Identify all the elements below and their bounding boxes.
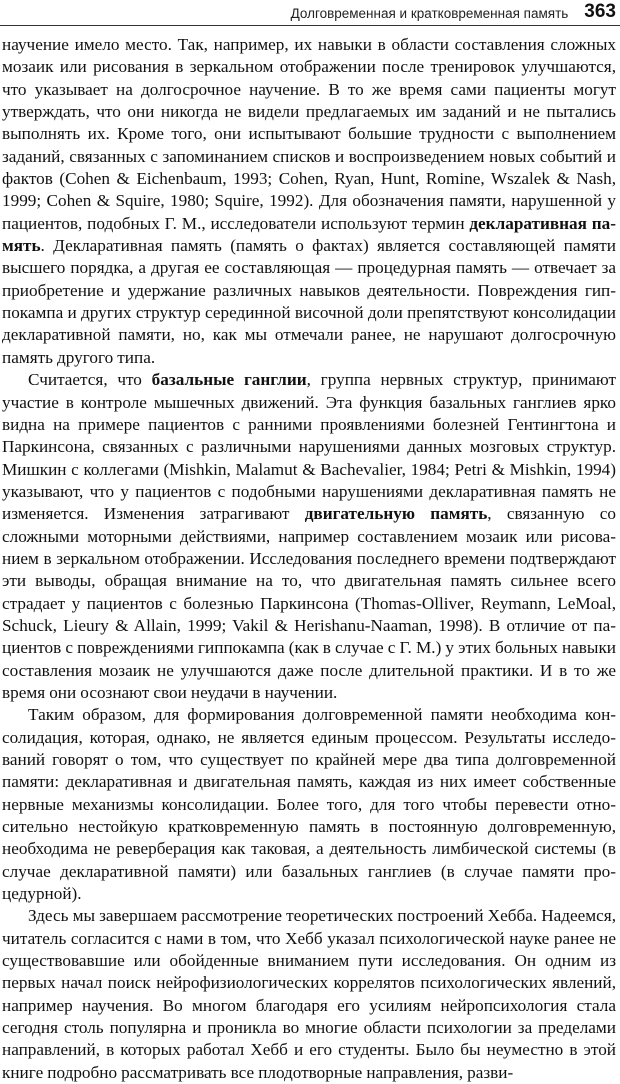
paragraph [2,905,616,1084]
running-title: Долговременная и кратковременная память [290,6,569,21]
text-run: , связанную со сложными моторными действиями, например составлением мозаик или рисованием в зеркальном отображении. Исследования последнего времени подтверждают эти выводы, обращая внимание на то, что двигательная память сильнее всего страдает у пациентов с болезнью Паркинсона (Thomas-Olliver, Reymann, LeMoal, Schuck, Lieury & Allain, 1999; Vakil & Herishanu-Naaman, 1998). В отличие от пациентов с повреждениями гиппокампа (как в случае с Г. М.) у этих больных навыки составления мозаик не улучшаются даже после длительной практики. И в то же время они осознают свои неудачи в научении. [2,504,616,702]
paragraph [2,369,616,704]
page-number: 363 [584,1,616,22]
bold-term: двигательную память [304,504,488,524]
bold-term: декларативная память [2,213,616,256]
text-run: научение имело место. Так, например, их навыки в области составления сложных мозаик или рисования в зеркальном отображении после тренировок улучшаются, что указывает на долгосрочное научение. В то же время сами пациенты могут утверждать, что они никогда не видели предлагаемых им заданий и не пытались выполнять их. Кроме того, они испытывают большие трудности с выполнением заданий, связанных с запоминанием списков и воспроизведением новых событий и фактов (Cohen & Eichenbaum, 1993; Cohen, Ryan, Hunt, Romine, Wszalek & Nash, 1999; Cohen & Squire, 1980; Squire, 1992). Для обозначения памяти, нарушенной у пациентов, подобных Г. М., исследователи используют термин [2,35,616,233]
page-header [0,0,620,26]
paragraph [2,704,616,905]
text-run: Здесь мы завершаем рассмотрение теоретических построений Хебба. Надеемся, читатель согласится с нами в том, что Хебб указал психологической науке ранее не существовавшие или обойденные вниманием пути исследования. Он одним из первых начал поиск нейрофизиологических коррелятов психологических явлений, например научения. Во многом благодаря его усилиям нейропсихология стала сегодня столь популярна и проникла во многие области психологии за пределами направлений, в которых работал Хебб и его студенты. Было бы неуместно в этой книге подробно рассматривать все плодотворные направления, разви- [2,906,616,1082]
text-run: . Декларативная память (память о фактах) является составляющей памяти высшего порядка, а другая ее составляющая — процедурная память — отвечает за приобретение и удержание различных навыков деятельности. Повреждения гиппокампа и других структур серединной височной доли препятствуют консолидации декларативной памяти, но, как мы отмечали ранее, не нарушают долгосрочную память другого типа. [2,236,616,367]
text-run: Считается, что [28,370,152,390]
text-run: Таким образом, для формирования долговременной памяти необходима консолидация, которая, однако, не является единым процессом. Результаты исследований говорят о том, что существует по крайней мере два типа долговременной памяти: декларативная и двигательная память, каждая из них имеет собственные нервные механизмы консолидации. Более того, для того чтобы перевести относительно нестойкую кратковременную память в постоянную долговременную, необходима не реверберация как таковая, а деятельность лимбической системы (в случае декларативной памяти) или базальных ганглиев (в случае памяти процедурной). [2,705,616,904]
text-run: , группа нервных структур, принимают участие в контроле мышечных движений. Эта функция базальных ганглиев ярко видна на примере пациентов с ранними проявлениями болезней Гентингтона и Паркинсона, связанных с различными нарушениями данных мозговых структур. Мишкин с коллегами (Mishkin, Malamut & Bachevalier, 1984; Petri & Mishkin, 1994) указывают, что у пациентов с подобными нарушениями декларативная память не изменяется. Изменения затрагивают [2,370,616,524]
paragraph [2,34,616,369]
bold-term: базальные ганглии [151,370,307,390]
page-body [2,34,616,1084]
